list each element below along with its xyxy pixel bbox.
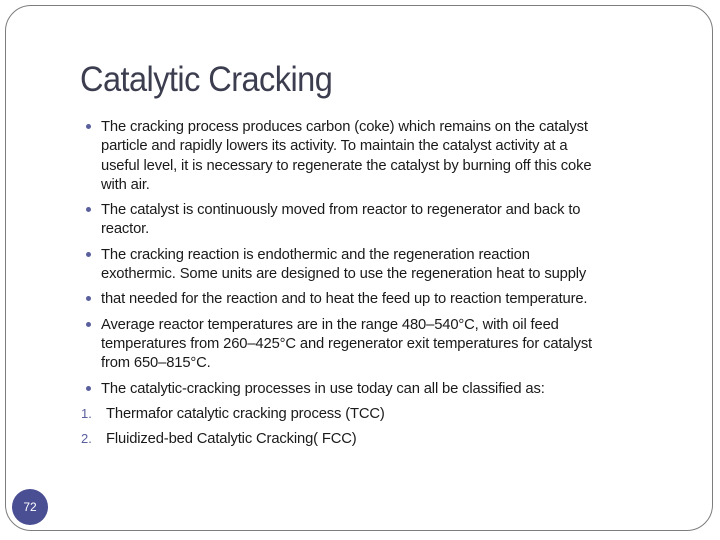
bullet-item [80, 289, 680, 308]
text-line: The catalyst is continuously moved from reactor to regenerator and back to [101, 201, 581, 219]
bullet-dot-icon [86, 296, 91, 301]
text-line: Average reactor temperatures are in the range 480–540°C, with oil feed [101, 315, 559, 333]
text-line: temperatures from 260–425°C and regenerator exit temperatures for catalyst [101, 334, 593, 352]
text-line: Thermafor catalytic cracking process (TCC) [106, 404, 385, 422]
numbered-item [80, 404, 680, 423]
bullet-item [80, 200, 680, 239]
text-line: The catalytic-cracking processes in use today can all be classified as: [101, 379, 545, 397]
bullet-dot-icon [86, 207, 91, 212]
bullet-item [80, 379, 680, 398]
slide-title: Catalytic Cracking [80, 60, 333, 99]
text-line: The cracking process produces carbon (coke) which remains on the catalyst [101, 118, 588, 135]
bullet-item [80, 245, 680, 284]
text-line: particle and rapidly lowers its activity. To maintain the catalyst activity at a [101, 137, 568, 155]
bullet-dot-icon [86, 124, 91, 129]
list-number: 2. [81, 431, 92, 447]
bullet-item [80, 117, 680, 194]
text-line: with air. [101, 175, 150, 193]
text-line: Fluidized-bed Catalytic Cracking( FCC) [106, 430, 357, 448]
text-line: The cracking reaction is endothermic and the regeneration reaction [101, 245, 530, 263]
bullet-dot-icon [86, 322, 91, 327]
text-line: from 650–815°C. [101, 354, 211, 372]
list-number: 1. [81, 405, 92, 421]
page-number-badge: 72 [12, 489, 48, 525]
bullet-dot-icon [86, 386, 91, 391]
slide-body [80, 117, 680, 454]
text-line: that needed for the reaction and to heat the feed up to reaction temperature. [101, 290, 588, 308]
text-line: reactor. [101, 220, 150, 238]
text-line: exothermic. Some units are designed to use the regeneration heat to supply [101, 265, 587, 283]
bullet-dot-icon [86, 252, 91, 257]
text-line: useful level, it is necessary to regenerate the catalyst by burning off this coke [101, 156, 592, 174]
bullet-item [80, 315, 680, 373]
numbered-item [80, 429, 680, 448]
